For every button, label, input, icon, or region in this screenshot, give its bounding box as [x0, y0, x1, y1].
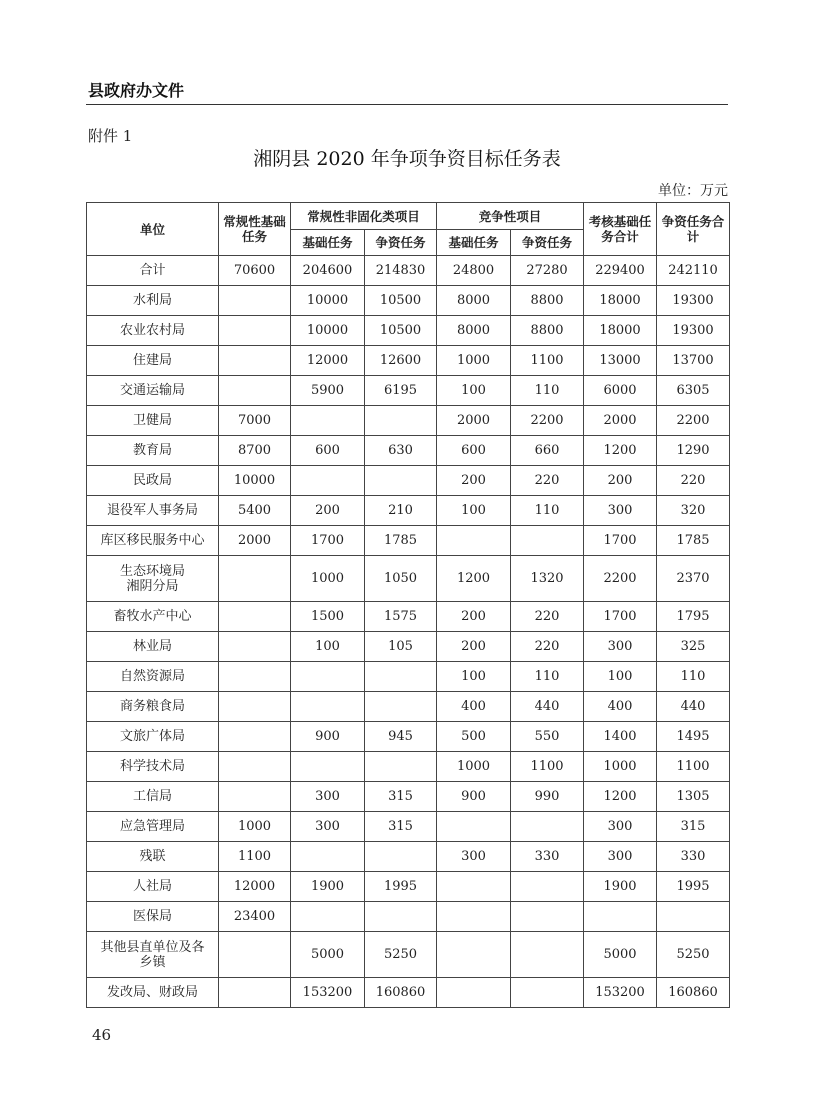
header-comp-fund: 争资任务: [511, 230, 584, 256]
cell-unit: 交通运输局: [87, 376, 219, 406]
cell-regular-base: 5400: [219, 496, 291, 526]
cell-regular-base: [219, 286, 291, 316]
cell-base-total: [584, 902, 657, 932]
cell-comp-base: [437, 872, 511, 902]
cell-fund-total: 440: [657, 692, 730, 722]
cell-unit: 发改局、财政局: [87, 978, 219, 1008]
cell-comp-base: [437, 978, 511, 1008]
cell-nf-fund: 160860: [365, 978, 437, 1008]
cell-nf-base: [291, 752, 365, 782]
cell-fund-total: 320: [657, 496, 730, 526]
table-row: [87, 872, 730, 902]
cell-nf-base: [291, 466, 365, 496]
cell-fund-total: 242110: [657, 256, 730, 286]
cell-nf-fund: 10500: [365, 286, 437, 316]
cell-comp-base: [437, 526, 511, 556]
cell-comp-fund: 660: [511, 436, 584, 466]
header-regular-nonfixed: 常规性非固化类项目: [291, 203, 437, 230]
cell-base-total: 1900: [584, 872, 657, 902]
cell-unit: 科学技术局: [87, 752, 219, 782]
header-regular-base: 常规性基础任务: [219, 203, 291, 256]
cell-unit: 应急管理局: [87, 812, 219, 842]
cell-comp-fund: 110: [511, 496, 584, 526]
cell-comp-base: 100: [437, 496, 511, 526]
cell-fund-total: 220: [657, 466, 730, 496]
cell-comp-fund: [511, 902, 584, 932]
cell-comp-fund: 1100: [511, 346, 584, 376]
cell-fund-total: 315: [657, 812, 730, 842]
cell-comp-base: 200: [437, 466, 511, 496]
cell-fund-total: 110: [657, 662, 730, 692]
cell-nf-base: 300: [291, 812, 365, 842]
cell-regular-base: [219, 692, 291, 722]
table-row: [87, 722, 730, 752]
cell-nf-fund: [365, 752, 437, 782]
cell-unit: 合计: [87, 256, 219, 286]
cell-regular-base: [219, 932, 291, 978]
cell-nf-base: [291, 692, 365, 722]
cell-regular-base: [219, 752, 291, 782]
table-row: [87, 692, 730, 722]
cell-fund-total: 1290: [657, 436, 730, 466]
table-row: [87, 466, 730, 496]
table-row: [87, 256, 730, 286]
cell-nf-fund: 210: [365, 496, 437, 526]
cell-nf-base: [291, 902, 365, 932]
table-row: [87, 902, 730, 932]
cell-base-total: 5000: [584, 932, 657, 978]
cell-base-total: 1400: [584, 722, 657, 752]
cell-regular-base: [219, 602, 291, 632]
cell-nf-base: 600: [291, 436, 365, 466]
cell-comp-fund: [511, 526, 584, 556]
cell-base-total: 300: [584, 496, 657, 526]
cell-comp-fund: 27280: [511, 256, 584, 286]
table-row: [87, 436, 730, 466]
cell-nf-fund: 315: [365, 782, 437, 812]
table-row: [87, 406, 730, 436]
cell-base-total: 1000: [584, 752, 657, 782]
cell-comp-fund: 550: [511, 722, 584, 752]
cell-comp-fund: [511, 978, 584, 1008]
cell-regular-base: [219, 662, 291, 692]
cell-unit: 畜牧水产中心: [87, 602, 219, 632]
cell-comp-fund: 110: [511, 376, 584, 406]
cell-unit: 商务粮食局: [87, 692, 219, 722]
table-row: [87, 842, 730, 872]
cell-comp-fund: [511, 932, 584, 978]
header-unit: 单位: [87, 203, 219, 256]
cell-unit: 文旅广体局: [87, 722, 219, 752]
table-row: [87, 782, 730, 812]
task-table: [86, 202, 730, 1008]
cell-comp-base: 500: [437, 722, 511, 752]
cell-regular-base: [219, 782, 291, 812]
cell-comp-base: 900: [437, 782, 511, 812]
cell-comp-base: 400: [437, 692, 511, 722]
cell-base-total: 400: [584, 692, 657, 722]
header-base-total: 考核基础任务合计: [584, 203, 657, 256]
cell-fund-total: 1995: [657, 872, 730, 902]
cell-nf-base: 10000: [291, 316, 365, 346]
cell-comp-fund: 8800: [511, 316, 584, 346]
header-nf-fund: 争资任务: [365, 230, 437, 256]
cell-nf-fund: 1575: [365, 602, 437, 632]
cell-nf-fund: 10500: [365, 316, 437, 346]
table-row: [87, 632, 730, 662]
cell-fund-total: 2370: [657, 556, 730, 602]
document-header: 县政府办文件: [88, 81, 185, 100]
cell-base-total: 153200: [584, 978, 657, 1008]
table-row: [87, 316, 730, 346]
cell-nf-base: 5900: [291, 376, 365, 406]
table-row: [87, 662, 730, 692]
cell-unit: 残联: [87, 842, 219, 872]
cell-comp-fund: 330: [511, 842, 584, 872]
cell-unit: [87, 932, 219, 978]
cell-base-total: 6000: [584, 376, 657, 406]
cell-regular-base: 1100: [219, 842, 291, 872]
cell-comp-base: 100: [437, 662, 511, 692]
cell-fund-total: [657, 902, 730, 932]
cell-comp-fund: 1320: [511, 556, 584, 602]
cell-nf-base: 300: [291, 782, 365, 812]
cell-comp-base: 24800: [437, 256, 511, 286]
cell-comp-base: [437, 812, 511, 842]
cell-comp-base: 200: [437, 602, 511, 632]
cell-nf-fund: 214830: [365, 256, 437, 286]
cell-nf-base: [291, 406, 365, 436]
header-competitive: 竞争性项目: [437, 203, 584, 230]
cell-nf-fund: 1995: [365, 872, 437, 902]
cell-nf-base: 5000: [291, 932, 365, 978]
cell-nf-base: 1000: [291, 556, 365, 602]
cell-regular-base: 70600: [219, 256, 291, 286]
cell-comp-fund: 220: [511, 602, 584, 632]
cell-base-total: 1200: [584, 782, 657, 812]
cell-unit-line: 生态环境局: [119, 563, 185, 579]
cell-base-total: 13000: [584, 346, 657, 376]
cell-nf-fund: [365, 692, 437, 722]
cell-unit-line: 湘阴分局: [126, 578, 179, 594]
cell-nf-base: [291, 662, 365, 692]
cell-regular-base: 1000: [219, 812, 291, 842]
cell-nf-base: 1500: [291, 602, 365, 632]
cell-comp-base: [437, 902, 511, 932]
cell-fund-total: 13700: [657, 346, 730, 376]
cell-nf-base: 200: [291, 496, 365, 526]
cell-fund-total: 19300: [657, 316, 730, 346]
cell-nf-fund: 5250: [365, 932, 437, 978]
cell-regular-base: 8700: [219, 436, 291, 466]
cell-unit: 教育局: [87, 436, 219, 466]
table-row: [87, 812, 730, 842]
cell-unit: 库区移民服务中心: [87, 526, 219, 556]
table-row: [87, 978, 730, 1008]
cell-comp-fund: 8800: [511, 286, 584, 316]
cell-regular-base: 7000: [219, 406, 291, 436]
cell-nf-base: [291, 842, 365, 872]
cell-unit-line: 乡镇: [139, 954, 166, 970]
cell-fund-total: 1495: [657, 722, 730, 752]
cell-base-total: 18000: [584, 316, 657, 346]
cell-base-total: 229400: [584, 256, 657, 286]
cell-fund-total: 1785: [657, 526, 730, 556]
cell-nf-fund: 630: [365, 436, 437, 466]
cell-comp-fund: [511, 812, 584, 842]
cell-regular-base: [219, 722, 291, 752]
cell-regular-base: [219, 346, 291, 376]
cell-comp-fund: 440: [511, 692, 584, 722]
cell-nf-fund: 6195: [365, 376, 437, 406]
cell-comp-fund: [511, 872, 584, 902]
cell-regular-base: [219, 376, 291, 406]
cell-comp-base: 1000: [437, 346, 511, 376]
cell-nf-base: 10000: [291, 286, 365, 316]
cell-regular-base: [219, 316, 291, 346]
cell-comp-base: 200: [437, 632, 511, 662]
cell-nf-base: 153200: [291, 978, 365, 1008]
header-divider: [86, 104, 728, 105]
cell-unit: 住建局: [87, 346, 219, 376]
cell-unit: 人社局: [87, 872, 219, 902]
cell-comp-base: 1000: [437, 752, 511, 782]
cell-comp-fund: 220: [511, 466, 584, 496]
table-row: [87, 932, 730, 978]
cell-comp-fund: 990: [511, 782, 584, 812]
cell-unit: 水利局: [87, 286, 219, 316]
cell-fund-total: 2200: [657, 406, 730, 436]
cell-fund-total: 160860: [657, 978, 730, 1008]
cell-fund-total: 19300: [657, 286, 730, 316]
cell-comp-fund: 220: [511, 632, 584, 662]
cell-nf-fund: [365, 842, 437, 872]
cell-regular-base: 2000: [219, 526, 291, 556]
cell-comp-fund: 1100: [511, 752, 584, 782]
cell-unit: 林业局: [87, 632, 219, 662]
cell-unit: 工信局: [87, 782, 219, 812]
cell-base-total: 18000: [584, 286, 657, 316]
table-row: [87, 556, 730, 602]
cell-regular-base: [219, 632, 291, 662]
cell-base-total: 300: [584, 812, 657, 842]
cell-nf-fund: 105: [365, 632, 437, 662]
table-row: [87, 752, 730, 782]
cell-nf-base: 1700: [291, 526, 365, 556]
cell-nf-fund: [365, 662, 437, 692]
cell-nf-base: 204600: [291, 256, 365, 286]
cell-regular-base: 12000: [219, 872, 291, 902]
cell-nf-base: 100: [291, 632, 365, 662]
cell-fund-total: 5250: [657, 932, 730, 978]
header-comp-base: 基础任务: [437, 230, 511, 256]
cell-comp-base: 100: [437, 376, 511, 406]
cell-fund-total: 330: [657, 842, 730, 872]
cell-unit: [87, 556, 219, 602]
cell-unit: 农业农村局: [87, 316, 219, 346]
cell-base-total: 1700: [584, 602, 657, 632]
unit-label: 单位：万元: [658, 183, 728, 199]
page-number: 46: [92, 1026, 112, 1044]
cell-nf-base: 1900: [291, 872, 365, 902]
cell-base-total: 300: [584, 632, 657, 662]
attachment-label: 附件 1: [88, 127, 133, 145]
cell-regular-base: [219, 556, 291, 602]
document-title: 湘阴县 2020 年争项争资目标任务表: [253, 148, 561, 170]
cell-base-total: 300: [584, 842, 657, 872]
cell-unit: 民政局: [87, 466, 219, 496]
cell-nf-fund: 315: [365, 812, 437, 842]
cell-base-total: 100: [584, 662, 657, 692]
header-fund-total: 争资任务合计: [657, 203, 730, 256]
cell-nf-fund: [365, 902, 437, 932]
cell-nf-fund: [365, 466, 437, 496]
cell-base-total: 200: [584, 466, 657, 496]
cell-base-total: 2200: [584, 556, 657, 602]
cell-unit: 卫健局: [87, 406, 219, 436]
cell-comp-base: [437, 932, 511, 978]
cell-nf-base: 900: [291, 722, 365, 752]
cell-regular-base: 23400: [219, 902, 291, 932]
cell-nf-fund: 12600: [365, 346, 437, 376]
cell-unit: 医保局: [87, 902, 219, 932]
cell-fund-total: 325: [657, 632, 730, 662]
table-row: [87, 286, 730, 316]
table-row: [87, 346, 730, 376]
cell-fund-total: 6305: [657, 376, 730, 406]
cell-fund-total: 1795: [657, 602, 730, 632]
cell-regular-base: [219, 978, 291, 1008]
cell-comp-fund: 2200: [511, 406, 584, 436]
cell-comp-base: 8000: [437, 286, 511, 316]
cell-base-total: 2000: [584, 406, 657, 436]
cell-comp-base: 1200: [437, 556, 511, 602]
cell-base-total: 1200: [584, 436, 657, 466]
cell-nf-fund: [365, 406, 437, 436]
cell-unit-line: 其他县直单位及各: [100, 939, 205, 955]
cell-unit: 退役军人事务局: [87, 496, 219, 526]
cell-fund-total: 1100: [657, 752, 730, 782]
cell-comp-base: 2000: [437, 406, 511, 436]
cell-comp-base: 8000: [437, 316, 511, 346]
table-row: [87, 602, 730, 632]
cell-base-total: 1700: [584, 526, 657, 556]
header-nf-base: 基础任务: [291, 230, 365, 256]
cell-nf-fund: 1785: [365, 526, 437, 556]
cell-comp-fund: 110: [511, 662, 584, 692]
table-row: [87, 376, 730, 406]
cell-nf-fund: 945: [365, 722, 437, 752]
table-row: [87, 526, 730, 556]
cell-comp-base: 300: [437, 842, 511, 872]
cell-nf-fund: 1050: [365, 556, 437, 602]
cell-fund-total: 1305: [657, 782, 730, 812]
cell-unit: 自然资源局: [87, 662, 219, 692]
cell-comp-base: 600: [437, 436, 511, 466]
cell-regular-base: 10000: [219, 466, 291, 496]
table-row: [87, 496, 730, 526]
cell-nf-base: 12000: [291, 346, 365, 376]
